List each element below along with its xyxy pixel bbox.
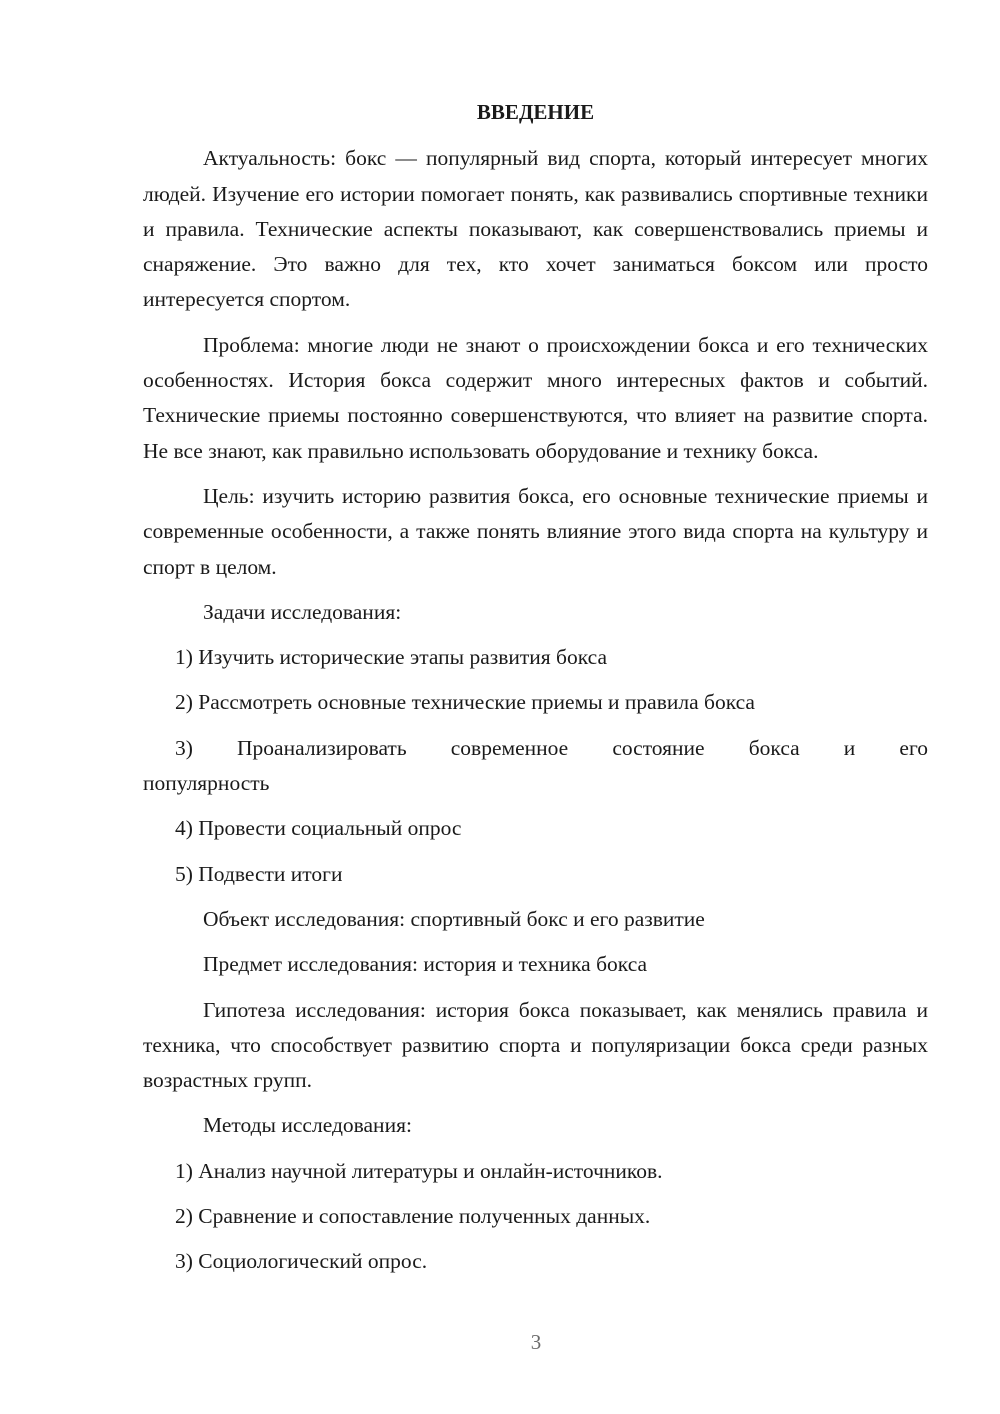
tasks-title: Задачи исследования:	[203, 599, 402, 624]
section-heading: ВВЕДЕНИЕ	[476, 100, 595, 124]
method-item: 1) Анализ научной литературы и онлайн-источников.	[175, 1158, 663, 1183]
relevance-paragraph: Актуальность: бокс — популярный вид спорта, который интересует многих людей. Изучение его истории помогает понять, как развивались спортивные техники и правила. Технические аспекты показывают, как совершенствовались приемы и снаряжение. Это важно для тех, кто хочет заниматься боксом или просто интересуется спортом.	[143, 146, 928, 312]
task-item: 1) Изучить исторические этапы развития бокса	[175, 645, 607, 670]
methods-title: Методы исследования:	[203, 1113, 412, 1138]
document-page	[143, 95, 928, 1290]
task-item: 2) Рассмотреть основные технические приемы и правила бокса	[175, 690, 755, 715]
task-item: 5) Подвести итоги	[175, 861, 343, 886]
task-item: 3) Проанализировать современное состояние бокса и его популярность	[143, 735, 928, 796]
method-item: 2) Сравнение и сопоставление полученных данных.	[175, 1204, 651, 1229]
object-line: Объект исследования: спортивный бокс и его развитие	[203, 906, 705, 931]
goal-paragraph: Цель: изучить историю развития бокса, его основные технические приемы и современные особенности, а также понять влияние этого вида спорта на культуру и спорт в целом.	[143, 483, 928, 579]
task-item: 4) Провести социальный опрос	[175, 816, 462, 841]
hypothesis-paragraph: Гипотеза исследования: история бокса показывает, как менялись правила и техника, что способствует развитию спорта и популяризации бокса среди разных возрастных групп.	[143, 997, 928, 1093]
page-number: 3	[530, 1330, 542, 1354]
problem-paragraph: Проблема: многие люди не знают о происхождении бокса и его технических особенностях. История бокса содержит много интересных фактов и событий. Технические приемы постоянно совершенствуются, что влияет на развитие спорта. Не все знают, как правильно использовать оборудование и технику бокса.	[143, 332, 928, 463]
method-item: 3) Социологический опрос.	[175, 1249, 428, 1274]
subject-line: Предмет исследования: история и техника бокса	[203, 952, 648, 977]
